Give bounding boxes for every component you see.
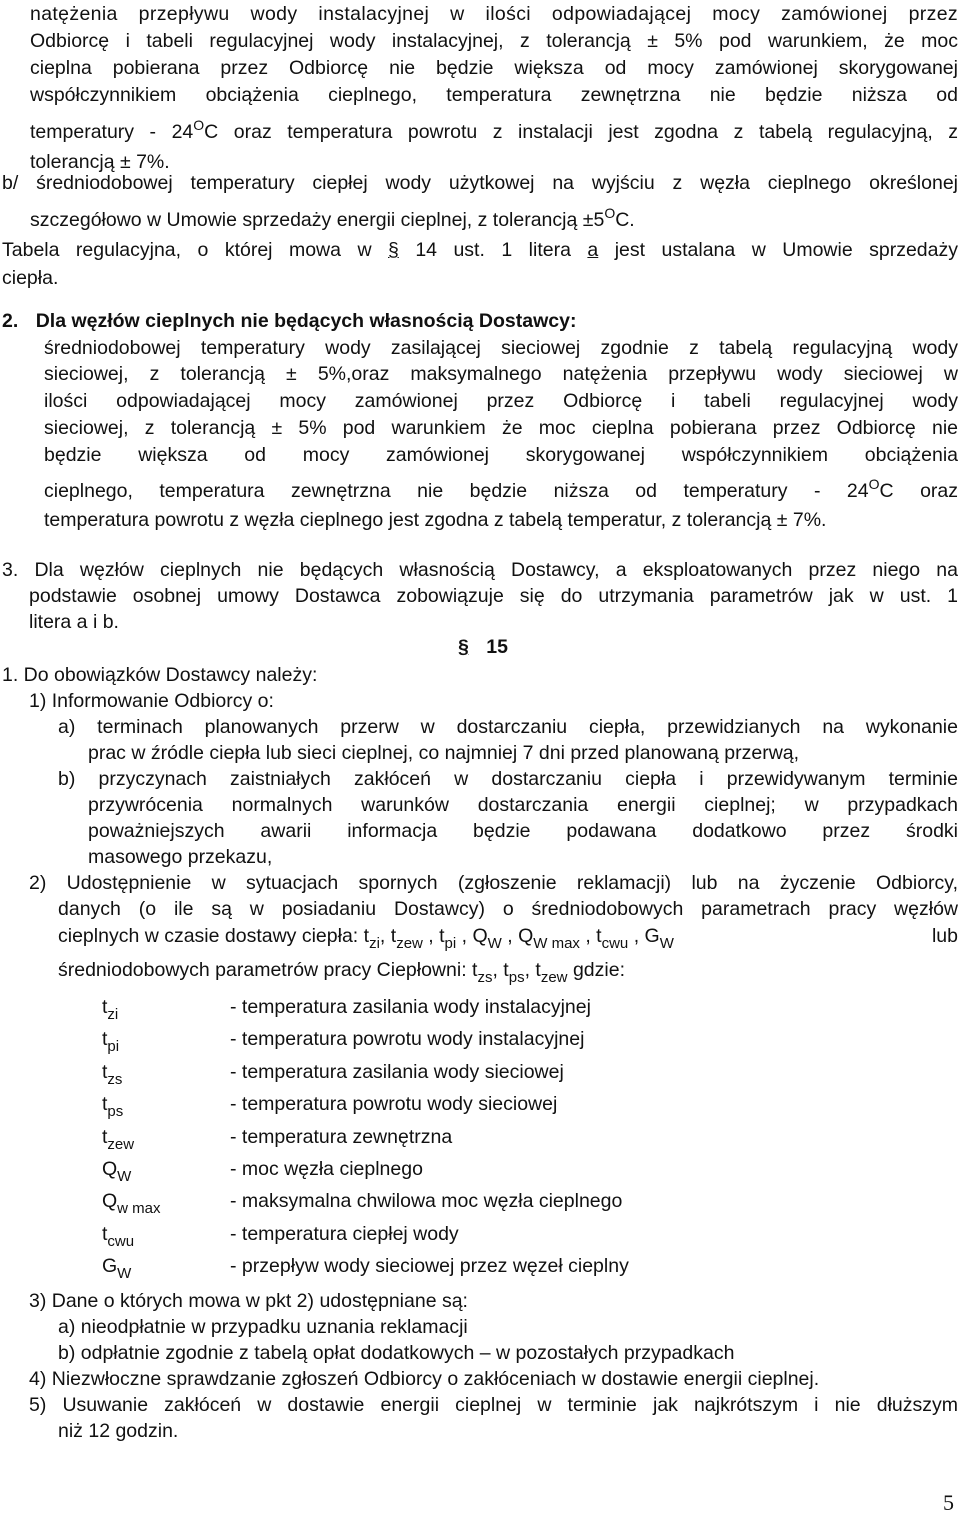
page-number: 5 xyxy=(943,1490,954,1515)
text-line: cieplna pobierana przez Odbiorcę nie będzie większa od mocy zamówionej skorygowanej xyxy=(30,57,958,79)
definition-row xyxy=(102,1091,958,1123)
list-item: b) odpłatnie zgodnie z tabelą opłat dodatkowych – w pozostałych przypadkach xyxy=(58,1341,735,1364)
symbol-subscript: cwu xyxy=(107,1232,135,1250)
list-item: b) przyczynach zaistniałych zakłóceń w dostarczaniu ciepła i przewidywanym terminie xyxy=(58,768,958,790)
text-span: 14 ust. 1 litera xyxy=(398,239,588,261)
symbol-base: t xyxy=(102,1028,108,1051)
text-line xyxy=(2,237,958,263)
degree-sup: O xyxy=(868,476,880,492)
symbol-base: t xyxy=(102,996,108,1018)
text-span: cieplnego, temperatura zewnętrzna nie będzie niższa od temperatury - 24 xyxy=(44,480,869,502)
text-line: 1. Do obowiązków Dostawcy należy: xyxy=(2,664,318,686)
text-line: ilości odpowiadającej mocy zamówionej przez Odbiorcę i tabeli regulacyjnej wody xyxy=(44,390,958,412)
section-number: 2. xyxy=(2,310,19,332)
definition-description: - temperatura powrotu wody sieciowej xyxy=(230,1093,558,1116)
text-line: ciepła. xyxy=(2,267,59,289)
text-span: C oraz xyxy=(879,480,958,502)
text-span: a xyxy=(587,239,599,261)
text-line: tolerancją ± 7%. xyxy=(30,151,170,173)
text-span: lub xyxy=(931,925,958,947)
symbol-base: t xyxy=(102,1093,108,1116)
definition-symbol xyxy=(102,994,230,1023)
symbol-subscript: zs xyxy=(107,1070,123,1088)
definition-symbol xyxy=(102,1221,230,1250)
definition-symbol xyxy=(102,1026,230,1056)
text-line: masowego przekazu, xyxy=(88,846,273,868)
definition-symbol xyxy=(102,1188,230,1218)
text-span: szczegółowo w Umowie sprzedaży energii cieplnej, z tolerancją ±5 xyxy=(30,209,605,231)
symbol-base: Q xyxy=(102,1157,118,1180)
text-line xyxy=(44,478,958,504)
definition-description: - przepływ wody sieciowej przez węzeł cieplny xyxy=(230,1255,629,1278)
text-line: natężenia przepływu wody instalacyjnej w ilości odpowiadającej mocy zamówionej przez xyxy=(30,3,958,25)
item-b xyxy=(2,170,958,291)
symbol-base: t xyxy=(102,1060,108,1083)
symbol-subscript: W xyxy=(117,1265,132,1283)
section-2-body xyxy=(2,335,958,533)
text-line: sieciowej, z tolerancją ± 5%,oraz maksymalnego natężenia przepływu wody sieciowej w xyxy=(44,363,958,385)
paragraph-number: 15 xyxy=(486,636,508,658)
sublist-1 xyxy=(2,714,958,870)
symbol-subscript: zew xyxy=(107,1135,135,1153)
text-line: poważniejszych awarii informacja będzie podawana dodatkowo przez środki xyxy=(88,820,958,842)
text-span: cieplnych w czasie dostawy ciepła: xyxy=(58,925,359,947)
definition-row xyxy=(102,1026,958,1058)
text-line: niż 12 godzin. xyxy=(58,1419,179,1442)
text-span: C oraz temperatura powrotu z instalacji jest zgodna z tabelą regulacyjną, z xyxy=(204,121,959,143)
text-span: gdzie: xyxy=(572,959,625,981)
symbol-base: t xyxy=(102,1222,108,1245)
definition-symbol xyxy=(102,1156,230,1185)
text-line: 3. Dla węzłów cieplnych nie będących własnością Dostawcy, a eksploatowanych przez niego na xyxy=(2,559,958,581)
text-line: b/ średniodobowej temperatury ciepłej wody użytkowej na wyjściu z węzła cieplnego określonej xyxy=(2,172,958,194)
definition-row xyxy=(102,1188,958,1220)
text-line: przywrócenia normalnych warunków dostarczania energii cieplnej; w przypadkach xyxy=(88,794,958,816)
definition-row xyxy=(102,1156,958,1188)
definition-row xyxy=(102,1059,958,1091)
list-item: a) terminach planowanych przerw w dostarczaniu ciepła, przewidzianych na wykonanie xyxy=(58,716,958,738)
definition-symbol xyxy=(102,1059,230,1088)
definition-description: - temperatura zewnętrzna xyxy=(230,1125,453,1148)
text-line: Odbiorcę i tabeli regulacyjnej wody instalacyjnej, z tolerancją ± 5% pod warunkiem, że moc xyxy=(30,30,958,52)
definition-symbol xyxy=(102,1091,230,1121)
section-heading-text: Dla węzłów cieplnych nie będących własnością Dostawcy: xyxy=(35,310,577,332)
definition-row xyxy=(102,1124,958,1156)
text-line: sieciowej, z tolerancją ± 5% pod warunkiem że moc cieplna pobierana przez Odbiorcę nie xyxy=(44,417,958,439)
definition-row xyxy=(102,1253,958,1285)
text-span: Tabela regulacyjna, o której mowa w xyxy=(2,239,388,261)
degree-sup: O xyxy=(604,205,616,221)
text-line xyxy=(30,119,958,145)
definition-symbol xyxy=(102,1253,230,1283)
definition-description: - moc węzła cieplnego xyxy=(230,1157,423,1180)
section-3 xyxy=(2,557,958,635)
text-span: temperatury - 24 xyxy=(30,121,194,143)
text-line: prac w źródle ciepła lub sieci cieplnej, co najmniej 7 dni przed planowaną przerwą, xyxy=(88,742,800,764)
top-section xyxy=(30,1,958,175)
symbol-subscript: pi xyxy=(107,1038,120,1056)
paragraph-heading xyxy=(458,634,508,660)
list-item: 1) Informowanie Odbiorcy o: xyxy=(29,690,274,712)
paragraph-sign: § xyxy=(458,636,469,658)
section-2 xyxy=(2,308,958,533)
text-line: średniodobowej temperatury wody zasilającej sieciowej zgodnie z tabelą regulacyjną wody xyxy=(44,337,958,359)
text-line: litera a i b. xyxy=(29,611,119,633)
text-span: C. xyxy=(615,209,635,231)
list-item: 2) Udostępnienie w sytuacjach spornych (zgłoszenie reklamacji) lub na życzenie Odbiorcy, xyxy=(29,872,958,894)
symbol-subscript: w max xyxy=(117,1200,161,1218)
definition-row xyxy=(102,1221,958,1253)
symbol-subscript: W xyxy=(117,1167,132,1185)
paragraph-15 xyxy=(2,662,958,1444)
list-item: a) nieodpłatnie w przypadku uznania reklamacji xyxy=(58,1315,468,1338)
definition-description: - temperatura zasilania wody sieciowej xyxy=(230,1060,564,1083)
text-line: współczynnikiem obciążenia cieplnego, temperatura zewnętrzna nie będzie niższa od xyxy=(30,84,958,106)
text-span: jest ustalana w Umowie sprzedaży xyxy=(598,239,958,261)
definition-description: - temperatura powrotu wody instalacyjnej xyxy=(230,1028,585,1051)
symbol-base: t xyxy=(102,1125,108,1148)
symbol-subscript: zi xyxy=(107,1006,119,1023)
list-item: 4) Niezwłoczne sprawdzanie zgłoszeń Odbiorcy o zakłóceniach w dostawie energii cieplnej. xyxy=(29,1367,820,1390)
paragraph-sign: § xyxy=(388,239,399,261)
degree-sup: O xyxy=(193,117,205,133)
text-line xyxy=(2,207,958,233)
section-heading xyxy=(2,308,958,334)
text-line: danych (o ile są w posiadaniu Dostawcy) o średniodobowych parametrach pracy węzłów xyxy=(58,898,958,920)
definitions-list xyxy=(2,994,958,1286)
definition-description: - temperatura zasilania wody instalacyjnej xyxy=(230,996,591,1018)
text-line xyxy=(2,923,958,952)
text-line: podstawie osobnej umowy Dostawca zobowiązuje się do utrzymania parametrów jak w ust. 1 xyxy=(29,585,958,607)
list-item: 5) Usuwanie zakłóceń w dostawie energii cieplnej w terminie jak najkrótszym i nie dłuższym xyxy=(29,1393,958,1416)
definition-symbol xyxy=(102,1124,230,1153)
symbol-base: G xyxy=(102,1255,118,1278)
symbol-base: Q xyxy=(102,1190,118,1213)
text-line: średniodobowych parametrów pracy Ciepłowni: $t_{zs}$, $t_{ps}$, $t_{zew}$ gdzie: xyxy=(58,959,625,986)
text-line: będzie większa od mocy zamówionej skorygowanej współczynnikiem obciążenia xyxy=(44,444,958,466)
definition-description: - temperatura ciepłej wody xyxy=(230,1222,459,1245)
list-item: 3) Dane o których mowa w pkt 2) udostępniane są: xyxy=(29,1289,468,1312)
definition-description: - maksymalna chwilowa moc węzła cieplnego xyxy=(230,1190,623,1213)
symbol-subscript: ps xyxy=(107,1103,124,1121)
text-span: cieplnych w czasie dostawy ciepła: $t_{zi}$, $t_{zew}$ , $t_{pi}$ , $Q_W$ , $Q_{W max}$ , $t_{cwu}$ , $G_W$ xyxy=(58,925,674,952)
definition-row xyxy=(102,994,958,1026)
text-line: temperatura powrotu z węzła cieplnego jest zgodna z tabelą temperatur, z tolerancją ± 7%. xyxy=(44,509,827,531)
text-span: średniodobowych parametrów pracy Ciepłowni: xyxy=(58,959,467,981)
